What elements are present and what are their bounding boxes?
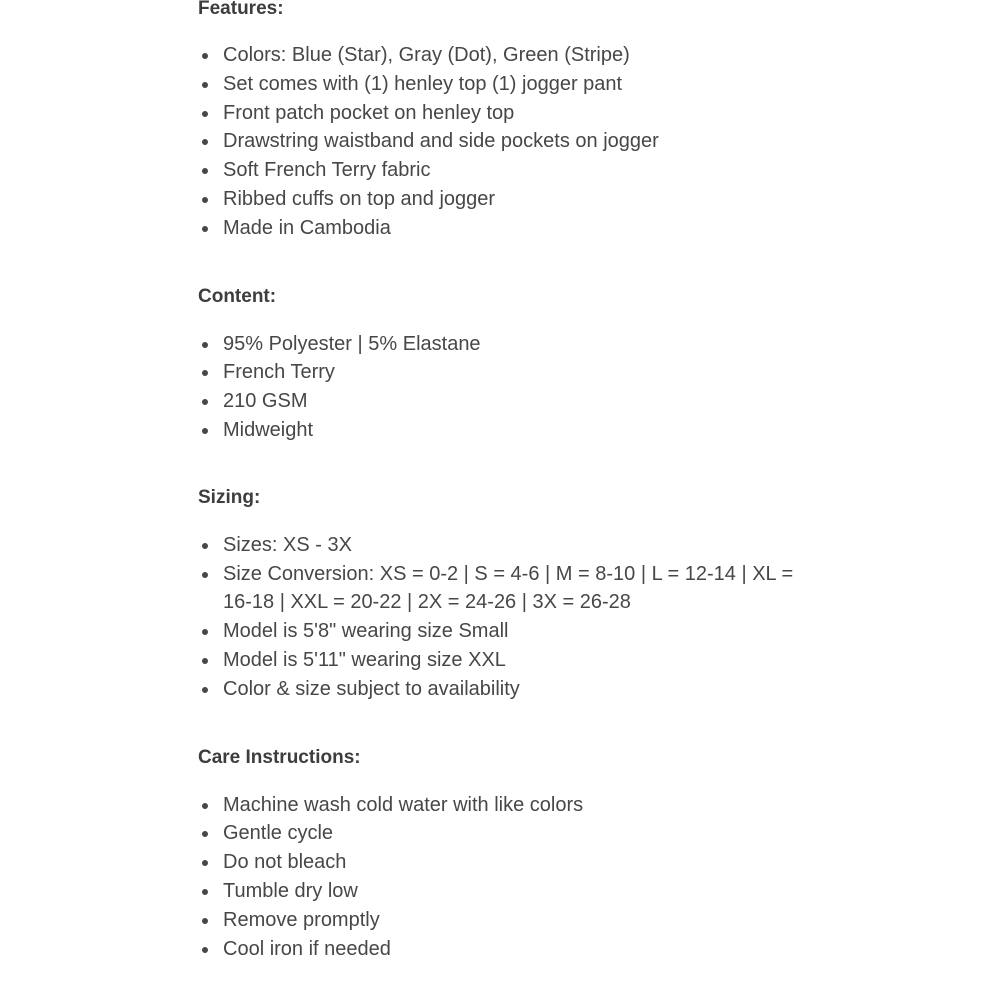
content-list bbox=[198, 330, 818, 445]
list-item: Cool iron if needed bbox=[198, 935, 818, 964]
list-item: Color & size subject to availability bbox=[198, 675, 818, 704]
list-item: Front patch pocket on henley top bbox=[198, 99, 818, 128]
list-item: Remove promptly bbox=[198, 906, 818, 935]
features-heading: Features: bbox=[198, 0, 284, 19]
list-item: French Terry bbox=[198, 358, 818, 387]
list-item: 210 GSM bbox=[198, 387, 818, 416]
list-item: Gentle cycle bbox=[198, 819, 818, 848]
features-section bbox=[198, 0, 818, 243]
list-item: Sizes: XS - 3X bbox=[198, 531, 818, 560]
list-item: Machine wash cold water with like colors bbox=[198, 791, 818, 820]
list-item: Made in Cambodia bbox=[198, 214, 818, 243]
list-item: 95% Polyester | 5% Elastane bbox=[198, 330, 818, 359]
sizing-section bbox=[198, 484, 818, 704]
care-instructions-heading: Care Instructions: bbox=[198, 746, 361, 768]
list-item: Set comes with (1) henley top (1) jogger pant bbox=[198, 70, 818, 99]
sizing-list bbox=[198, 531, 818, 704]
care-instructions-section bbox=[198, 744, 818, 964]
list-item: Midweight bbox=[198, 416, 818, 445]
list-item: Drawstring waistband and side pockets on jogger bbox=[198, 127, 818, 156]
content-section bbox=[198, 283, 818, 445]
list-item: Tumble dry low bbox=[198, 877, 818, 906]
list-item: Model is 5'8" wearing size Small bbox=[198, 617, 818, 646]
product-details bbox=[198, 0, 818, 963]
list-item: Colors: Blue (Star), Gray (Dot), Green (Stripe) bbox=[198, 41, 818, 70]
list-item: Model is 5'11" wearing size XXL bbox=[198, 646, 818, 675]
list-item: Size Conversion: XS = 0-2 | S = 4-6 | M = 8-10 | L = 12-14 | XL = 16-18 | XXL = 20-22 | 2X = 24-26 | 3X = 26-28 bbox=[198, 560, 818, 618]
list-item: Do not bleach bbox=[198, 848, 818, 877]
list-item: Soft French Terry fabric bbox=[198, 156, 818, 185]
list-item: Ribbed cuffs on top and jogger bbox=[198, 185, 818, 214]
features-list bbox=[198, 41, 818, 243]
care-instructions-list bbox=[198, 791, 818, 964]
content-heading: Content: bbox=[198, 285, 277, 307]
sizing-heading: Sizing: bbox=[198, 486, 261, 508]
